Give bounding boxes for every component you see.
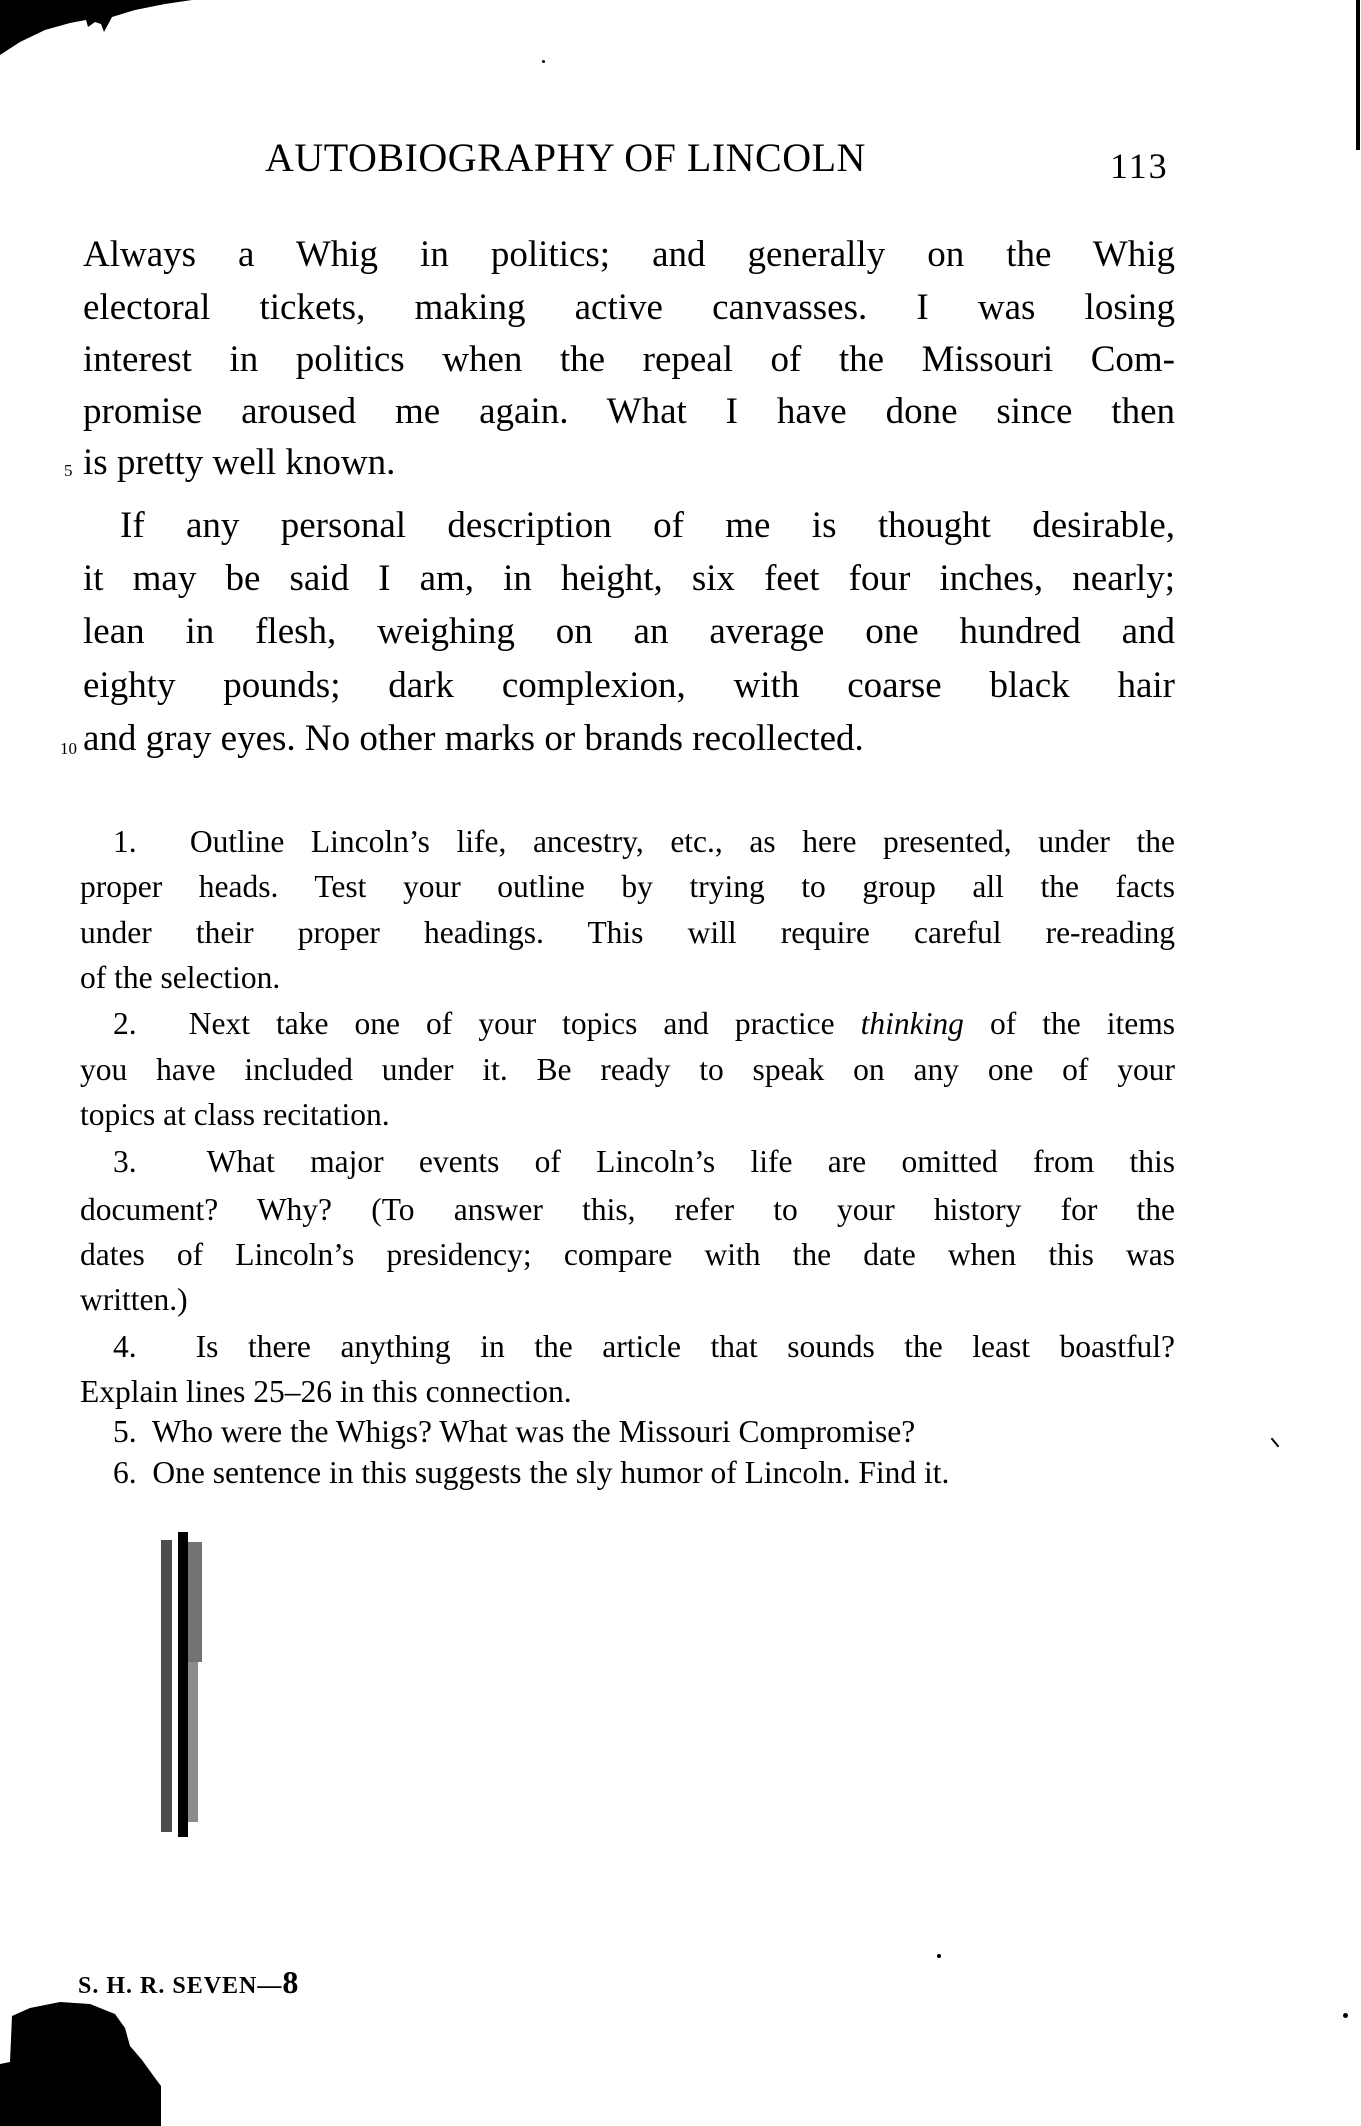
body-line: promise aroused me again. What I have done since then — [83, 391, 1175, 432]
signature-number: 8 — [282, 1964, 300, 2000]
question-text: Outline Lincoln’s life, ancestry, etc., as here presented, under the — [189, 824, 1175, 859]
body-line: lean in flesh, weighing on an average one hundred and — [83, 611, 1175, 652]
question-1 — [113, 826, 1175, 862]
scan-blot-bottom-left — [0, 1998, 165, 2126]
scan-blot-top-left — [0, 0, 200, 60]
question-text: One sentence in this suggests the sly humor of Lincoln. Find it. — [152, 1455, 950, 1490]
question-text: Is there anything in the article that sounds the least boastful? — [195, 1329, 1175, 1364]
body-line: interest in politics when the repeal of the Missouri Com- — [83, 339, 1175, 380]
question-3 — [113, 1146, 1175, 1182]
question-6 — [113, 1457, 1175, 1493]
signature-prefix: S. H. R. SEVEN— — [78, 1973, 283, 1999]
body-line: is pretty well known. — [83, 442, 396, 483]
question-number: 5. — [113, 1414, 137, 1449]
question-line: proper heads. Test your outline by trying to group all the facts — [80, 869, 1175, 904]
page-number: 113 — [1110, 146, 1169, 186]
question-line: under their proper headings. This will require careful re-reading — [80, 915, 1175, 950]
question-line: of the selection. — [80, 960, 281, 995]
line-number: 10 — [60, 739, 77, 758]
question-line: document? Why? (To answer this, refer to your history for the — [80, 1192, 1175, 1227]
question-4 — [113, 1331, 1175, 1367]
scan-dot — [937, 1954, 941, 1958]
scan-edge-line-right — [1356, 0, 1360, 150]
signature-mark — [78, 1966, 299, 1998]
question-number: 2. — [113, 1006, 137, 1041]
question-text: of the items — [989, 1006, 1175, 1041]
body-line: If any personal description of me is thought desirable, — [120, 505, 1175, 546]
scan-dot — [1343, 2013, 1348, 2018]
body-line: it may be said I am, in height, six feet four inches, nearly; — [83, 558, 1175, 599]
question-line: written.) — [80, 1282, 188, 1317]
body-line: and gray eyes. No other marks or brands recollected. — [83, 718, 864, 759]
question-line: Explain lines 25–26 in this connection. — [80, 1374, 572, 1409]
body-line: electoral tickets, making active canvasses. I was losing — [83, 287, 1175, 328]
question-number: 6. — [113, 1455, 137, 1490]
question-number: 4. — [113, 1329, 137, 1364]
scan-dot — [542, 60, 545, 63]
question-text: What major events of Lincoln’s life are omitted from this — [206, 1144, 1176, 1179]
question-5 — [113, 1416, 1175, 1452]
question-number: 3. — [113, 1144, 137, 1179]
scan-tick — [1271, 1438, 1280, 1448]
question-line: dates of Lincoln’s presidency; compare with the date when this was — [80, 1237, 1175, 1272]
emphasis-thinking: thinking — [860, 1006, 964, 1041]
scan-smudge — [158, 1532, 210, 1837]
body-line: eighty pounds; dark complexion, with coarse black hair — [83, 665, 1175, 706]
line-number: 5 — [64, 461, 73, 480]
question-text: Who were the Whigs? What was the Missouri Compromise? — [151, 1414, 916, 1449]
question-text: Next take one of your topics and practice — [188, 1006, 835, 1041]
body-line: Always a Whig in politics; and generally on the Whig — [83, 234, 1175, 275]
question-number: 1. — [113, 824, 137, 859]
question-line: topics at class recitation. — [80, 1097, 390, 1132]
question-2 — [113, 1008, 1175, 1044]
running-title: AUTOBIOGRAPHY OF LINCOLN — [265, 135, 866, 180]
question-line: you have included under it. Be ready to speak on any one of your — [80, 1052, 1175, 1087]
